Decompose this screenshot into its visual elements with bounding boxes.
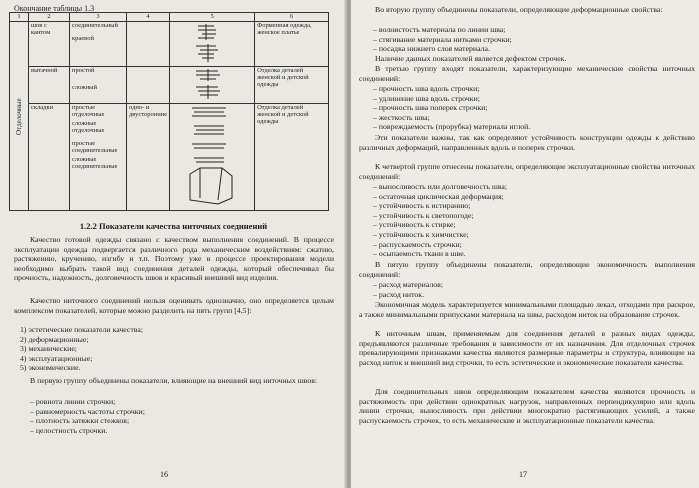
paragraph: Экономичная модель характеризуется минимальными площадью лекал, отходами при раскрое, а также минимальными припусками материала на швы, расходом ниток на образование строчек. [359,300,695,319]
list-item: 2) деформационные; [20,334,89,344]
paragraph: К четвертой группе отнесены показатели, определяющие эксплуатационные свойства ниточных соединений: [359,162,695,181]
groups-list [20,325,143,373]
seam-desc: Отделка деталей женской и детской одежды [255,67,329,104]
list-item: – волнистость материала по линии шва; [373,25,506,34]
seam-types [70,104,127,211]
seam-sketch [170,22,255,67]
seam-name: вытачной [29,67,70,104]
seam-col4 [127,67,170,104]
list-item: – прочность шва вдоль строчки; [373,84,480,93]
deformation-list [373,25,512,54]
list-item: – устойчивость к стирке; [373,220,456,230]
mechanical-list [373,84,530,132]
paragraph: К ниточным швам, применяемым для соединения деталей в разных видах одежды, предъявляются различные требования в зависимости от их назначения. Для отделочных строчек превалирующими признаками качества являются размерные параметры и структура, влияющие на расход ниток и внешний вид строчки, то есть эстетические и экономические показатели качества. [359,329,695,367]
aesthetic-list [30,397,145,435]
seam-type: простые соединительные [72,140,118,154]
list-item: – остаточная циклическая деформация; [373,191,504,201]
th-2: 2 [29,13,70,22]
table-row [10,104,329,211]
page-number: 17 [519,470,527,479]
list-item: – равномерность частоты строчки; [30,406,145,416]
list-item: – устойчивость к истиранию; [373,201,471,211]
seam-col4 [127,22,170,67]
seam-type: сложные соединительные [72,156,118,170]
paragraph: Качество готовой одежды связано с качеством выполнения соединений. В процессе эксплуатации одежда подвергается различного рода механическим воздействиям: сжатию, растяжению, кручению, изгибу и т.п. Поэтому уже в процессе проектирования модели необходимо выбрать такой вид соединения деталей одежды, который обеспечивал бы прочность, надежность, долговечность швов и красивый внешний вид изделия. [14,235,334,283]
right-page [351,0,699,488]
section-title: 1.2.2 Показатели качества ниточных соединений [79,221,268,231]
seam-types [70,67,127,104]
left-page [0,0,347,488]
list-item: 3) механические; [20,344,77,354]
seam-desc: Отделка деталей женской и детской одежды [255,104,329,211]
seam-type: простой [72,67,95,74]
seam-diagram-icon [172,22,248,64]
paragraph: В первую группу объединены показатели, влияющие на внешний вид ниточных швов: [30,376,318,385]
list-item: – выносливость или долговечность шва; [373,182,508,191]
list-item: – устойчивость к светопогоде; [373,210,474,220]
table-header-row [10,13,329,22]
pleat-diagram-icon [172,104,248,208]
th-4: 4 [127,13,170,22]
table-row [10,67,329,104]
seam-type: сложный [72,84,98,91]
table-caption: Окончание таблицы 1.3 [14,4,95,13]
list-item: – прочность шва поперек строчки; [373,103,488,113]
th-1: 1 [10,13,29,22]
list-item: – посадка нижнего слоя материала. [373,44,490,54]
list-item: – осыпаемость ткани в шве. [373,249,466,259]
table-row [10,22,329,67]
seam-table [9,12,329,211]
seam-type: краевой [72,35,94,42]
seam-sketch [170,104,255,211]
paragraph: Наличие данных показателей является дефектом строчек. [375,54,567,63]
seam-col4: одно- и двусторонние [127,104,170,211]
paragraph: В третью группу входят показатели, характеризующие механические свойства ниточных соединений: [359,64,695,83]
list-item: – целостность строчки. [30,425,108,435]
list-item: – расход ниток. [373,289,425,299]
th-6: 6 [255,13,329,22]
list-item: – жесткость шва; [373,112,430,122]
list-item: 1) эстетические показатели качества; [20,325,143,334]
paragraph: В пятую группу объединены показатели, определяющие экономичность выполнения соединений: [359,260,695,279]
list-item: – удлинение шва вдоль строчки; [373,93,480,103]
seam-types [70,22,127,67]
list-item: – распускаемость строчки; [373,239,462,249]
page-number: 16 [160,470,168,479]
list-item: – стягивание материала нитками строчки; [373,34,512,44]
seam-type: сложные отделочные [72,120,105,134]
seam-type: простые отделочные [72,104,105,118]
seam-name: шов с кантом [29,22,70,67]
seam-name: складки [29,104,70,211]
dart-diagram-icon [172,67,248,101]
economic-list [373,280,443,299]
list-item: 4) эксплуатационные; [20,353,93,363]
group-label: Отделочные [10,22,29,211]
paragraph: Эти показатели важны, так как определяют устойчивость конструкции одежды к действию различных деформаций, направленных вдоль и поперек строчки. [359,133,695,152]
paragraph: Для соединительных швов определяющим показателем качества являются прочность и растяжимость при действии однократных нагрузок, направленных перпендикулярно или вдоль линии строчки, выносливость при действии многократно растягивающих усилий, а также распускаемость строчек, то есть механические и эксплуатационные показатели качества. [359,387,695,425]
list-item: – ровнота линии строчки; [30,397,116,406]
seam-desc: Форменная одежда, женское платье [255,22,329,67]
list-item: – устойчивость к химчистке; [373,229,469,239]
list-item: – плотность затяжки стежков; [30,416,130,426]
operational-list [373,182,507,259]
paragraph: Качество ниточного соединений нельзя оценивать однозначно, оно определяется целым комплексом показателей, которые можно разделить на пять групп [4,5]: [14,296,334,315]
list-item: 5) экономические. [20,363,81,373]
list-item: – повреждаемость (прорубка) материала иглой. [373,122,531,132]
seam-sketch [170,67,255,104]
list-item: – расход материалов; [373,280,444,289]
th-3: 3 [70,13,127,22]
seam-type: соединительный [72,22,119,29]
th-5: 5 [170,13,255,22]
paragraph: Во вторую группу объединены показатели, определяющие деформационные свойства: [375,5,663,14]
